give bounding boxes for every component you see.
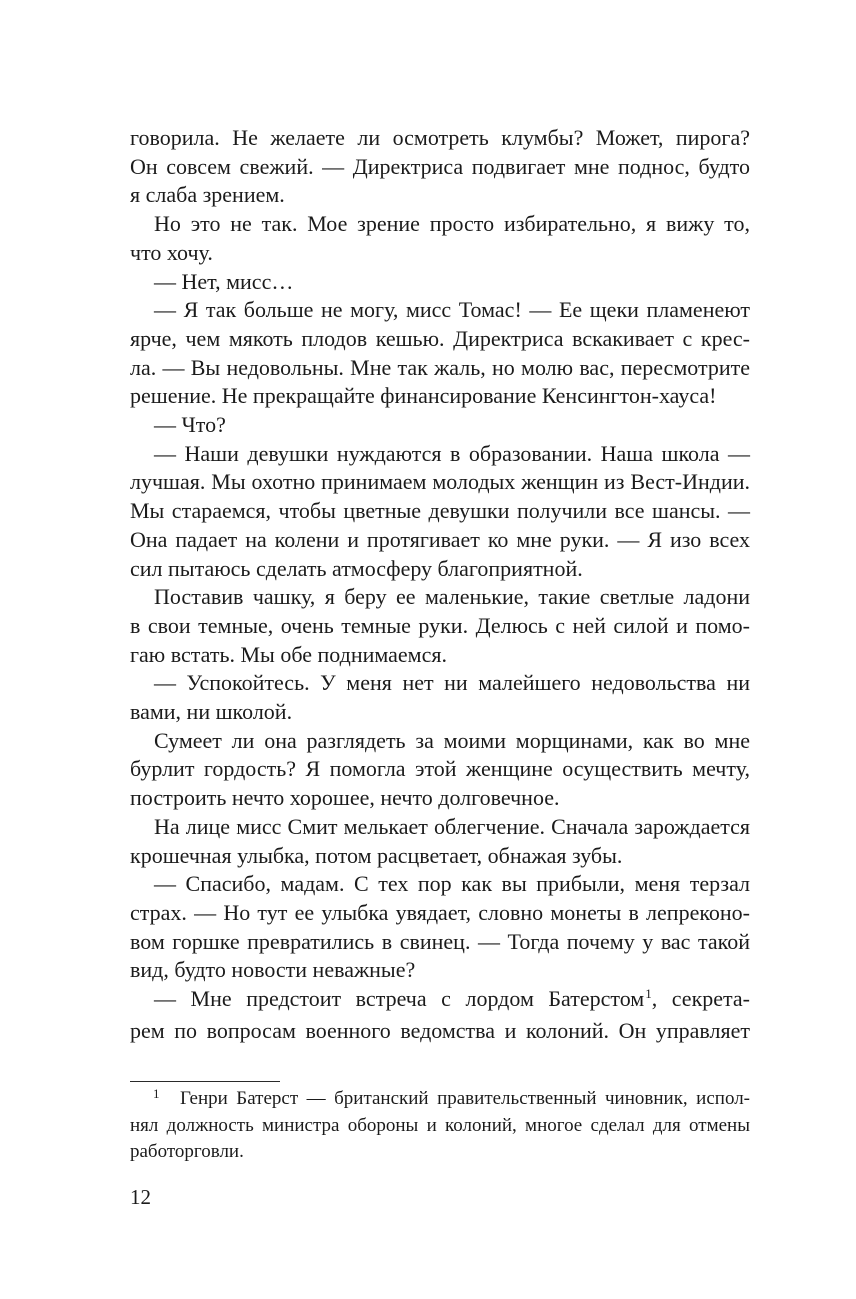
footnote xyxy=(130,1086,750,1165)
paragraph xyxy=(130,210,750,267)
text-line: крошечная улыбка, потом расцветает, обнажая зубы. xyxy=(130,842,623,868)
text-line: построить нечто хорошее, нечто долговечное. xyxy=(130,785,560,811)
body-text xyxy=(130,124,750,1046)
text-segment: — Мне предстоит встреча с лордом Батерстом xyxy=(154,986,645,1012)
text-line: бурлит гордость? Я помогла этой женщине осуществить мечту, xyxy=(130,756,750,782)
text-line: что хочу. xyxy=(130,239,213,265)
text-line: — Спасибо, мадам. С тех пор как вы прибыли, меня терзал xyxy=(154,871,750,897)
text-line: рем по вопросам военного ведомства и колоний. Он управляет xyxy=(130,1017,750,1043)
text-line: ла. — Вы недовольны. Мне так жаль, но молю вас, пересмотрите xyxy=(130,354,750,380)
text-line: — Нет, мисс… xyxy=(154,268,294,294)
paragraph xyxy=(130,583,750,669)
paragraph xyxy=(130,669,750,726)
text-line: Он совсем свежий. — Директриса подвигает мне поднос, будто xyxy=(130,153,750,179)
text-line: Поставив чашку, я беру ее маленькие, такие светлые ладони xyxy=(154,584,750,610)
footnote-reference: 1 xyxy=(645,986,652,1002)
footnote-line: работорговли. xyxy=(130,1141,244,1162)
paragraph xyxy=(130,813,750,870)
paragraph xyxy=(130,440,750,584)
text-line: На лице мисс Смит мелькает облегчение. Сначала зарождается xyxy=(154,813,750,839)
footnote-marker: 1 xyxy=(153,1086,160,1101)
footnote-text: Генри Батерст — британский правительственный чиновник, испол- xyxy=(180,1088,750,1109)
footnote-line xyxy=(130,1086,750,1113)
paragraph xyxy=(130,870,750,985)
text-line: страх. — Но тут ее улыбка увядает, словно монеты в лепреконо- xyxy=(130,899,750,925)
text-line: Она падает на колени и протягивает ко мне руки. — Я изо всех xyxy=(130,526,750,552)
text-line: — Что? xyxy=(154,412,226,438)
text-segment: , секрета- xyxy=(651,986,750,1012)
text-line: решение. Не прекращайте финансирование Кенсингтон-хауса! xyxy=(130,383,717,409)
text-line: сил пытаюсь сделать атмосферу благоприятной. xyxy=(130,555,583,581)
text-line: — Я так больше не могу, мисс Томас! — Ее щеки пламенеют xyxy=(154,297,750,323)
paragraph xyxy=(130,727,750,813)
paragraph xyxy=(130,411,750,440)
text-line: — Успокойтесь. У меня нет ни малейшего недовольства ни xyxy=(154,670,750,696)
text-line: Но это не так. Мое зрение просто избирательно, я вижу то, xyxy=(154,211,750,237)
text-line: — Наши девушки нуждаются в образовании. Наша школа — xyxy=(154,440,750,466)
text-line: Мы стараемся, чтобы цветные девушки получили все шансы. — xyxy=(130,498,750,524)
paragraph xyxy=(130,296,750,411)
paragraph xyxy=(130,124,750,210)
text-line xyxy=(130,985,750,1017)
text-line: в свои темные, очень темные руки. Делюсь с ней силой и помо- xyxy=(130,612,750,638)
page-number: 12 xyxy=(130,1185,151,1209)
text-line: вид, будто новости неважные? xyxy=(130,957,416,983)
text-line: лучшая. Мы охотно принимаем молодых женщин из Вест-Индии. xyxy=(130,469,750,495)
text-line: ярче, чем мякоть плодов кешью. Директриса вскакивает с крес- xyxy=(130,325,750,351)
text-line: говорила. Не желаете ли осмотреть клумбы? Может, пирога? xyxy=(130,125,750,150)
text-line: вами, ни школой. xyxy=(130,699,293,725)
text-line: гаю встать. Мы обе поднимаемся. xyxy=(130,641,447,667)
text-line: Сумеет ли она разглядеть за моими морщинами, как во мне xyxy=(154,727,750,753)
text-line: вом горшке превратились в свинец. — Тогда почему у вас такой xyxy=(130,928,750,954)
text-line: я слаба зрением. xyxy=(130,182,285,208)
paragraph xyxy=(130,985,750,1045)
footnote-line: нял должность министра обороны и колоний, многое сделал для отмены xyxy=(130,1115,750,1136)
paragraph xyxy=(130,268,750,297)
